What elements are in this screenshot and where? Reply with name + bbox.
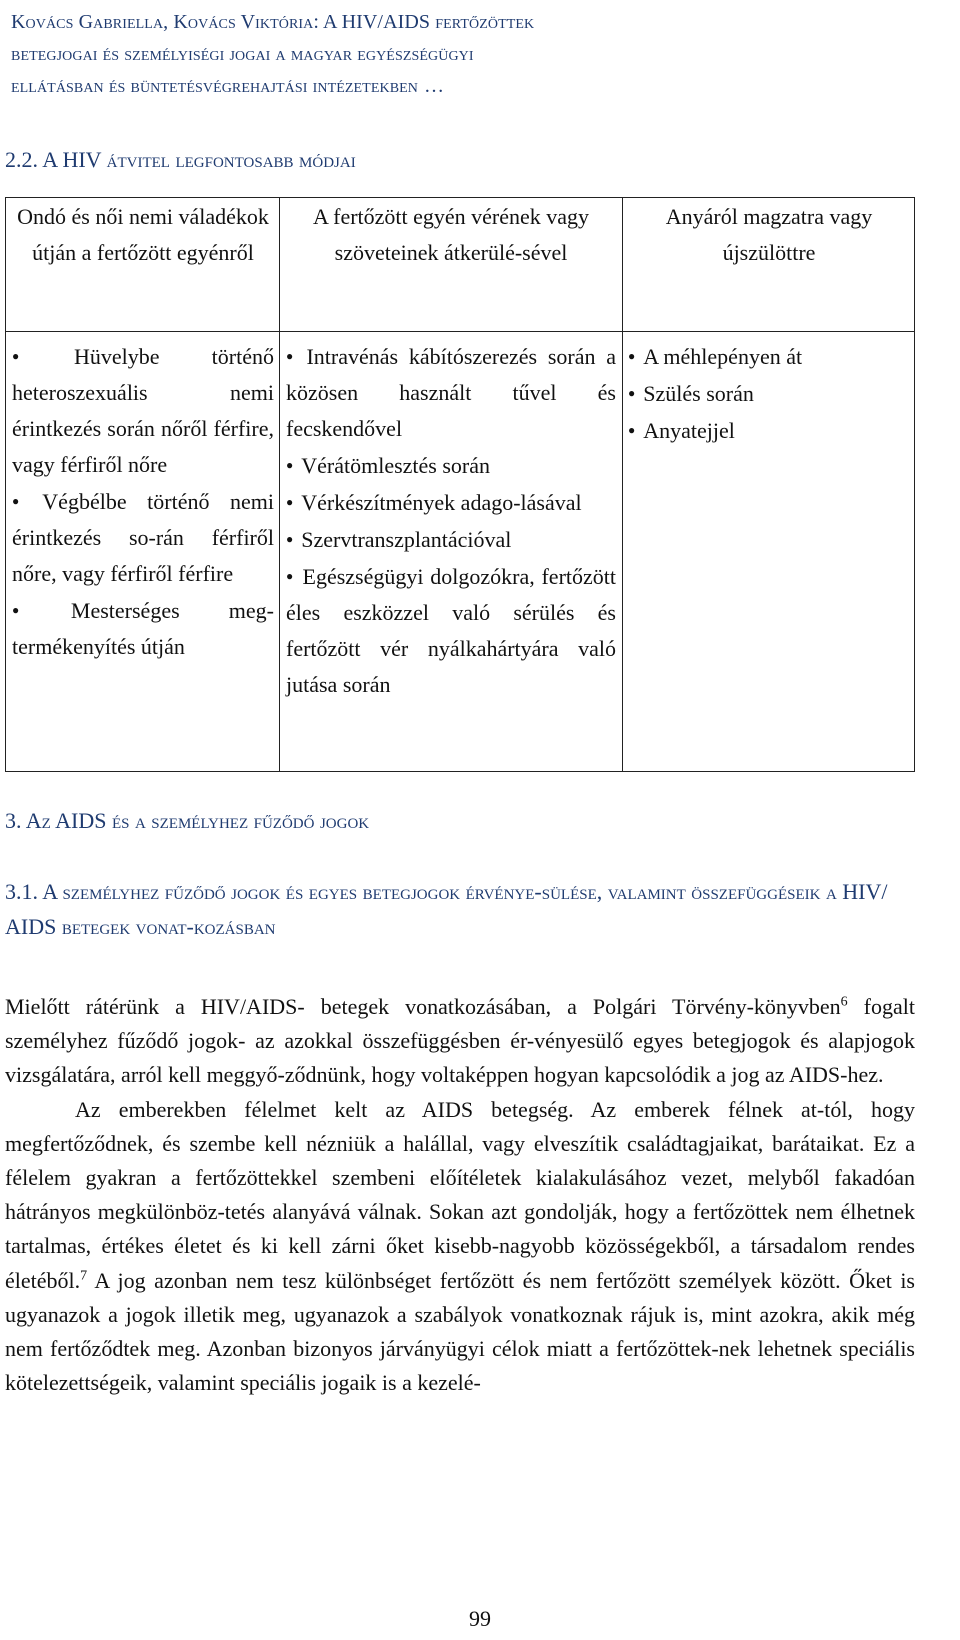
table-column-1-list — [12, 338, 274, 665]
table-column-2-list — [286, 338, 616, 703]
table-column-3-list — [628, 338, 910, 449]
table-header-col-3: Anyáról magzatra vagy újszülöttre — [665, 204, 873, 265]
footnote-ref-6[interactable]: 6 — [840, 994, 848, 1010]
running-header-line-3 — [11, 70, 911, 102]
list-item: ● Anyatejjel — [628, 412, 910, 449]
list-item: ● Mesterséges meg-termékenyítés útján — [12, 592, 274, 665]
section-3-heading: 3. Az AIDS és a személyhez fűződő jogok — [5, 808, 370, 833]
section-3-1-heading: 3.1. A személyhez fűződő jogok és egyes betegjogok érvénye-sülése, valamint összefüggéseik a HIV/ AIDS betegek vonat-kozásban — [5, 879, 888, 939]
list-item: ● Hüvelybe történő heteroszexuális nemi érintkezés során nőről férfire, vagy férfiről nőre — [12, 338, 274, 483]
running-header-line-2: betegjogai és személyiségi jogai a magyar egyészségügyi — [11, 43, 474, 65]
table-header-divider — [6, 331, 914, 332]
running-header-ellipsis: … — [424, 75, 445, 97]
running-header-line-3-text: ellátásban és büntetésvégrehajtási intézetekben — [11, 75, 418, 97]
body-text — [5, 990, 915, 1400]
list-item: ● Végbélbe történő nemi érintkezés so-rán férfiről nőre, vagy férfiről férfire — [12, 483, 274, 592]
list-item: ● Vérátömlesztés során — [286, 447, 616, 484]
list-item: ● A méhlepényen át — [628, 338, 910, 375]
running-header — [11, 6, 911, 102]
list-item: ● Egészségügyi dolgozókra, fertőzött éles eszközzel való sérülés és fertőzött vér nyálkahártyára való jutása során — [286, 558, 616, 703]
table-header-col-1: Ondó és női nemi váladékok útján a fertőzött egyénről — [17, 204, 269, 265]
list-item: ● Intravénás kábítószerezés során a közösen használt tűvel és fecskendővel — [286, 338, 616, 447]
table-column-divider-2 — [622, 198, 623, 771]
page-number: 99 — [469, 1606, 491, 1631]
section-2-2-heading: 2.2. A HIV átvitel legfontosabb módjai — [5, 147, 356, 172]
paragraph-1-part-1: Mielőtt rátérünk a HIV/AIDS- betegek vonatkozásában, a Polgári Törvény-könyvben — [5, 994, 841, 1019]
table-column-divider-1 — [279, 198, 280, 771]
list-item: ● Vérkészítmények adago-lásával — [286, 484, 616, 521]
list-item: ● Szülés során — [628, 375, 910, 412]
paragraph-2 — [5, 1093, 915, 1401]
paragraph-1 — [5, 990, 915, 1093]
running-header-line-1: Kovács Gabriella, Kovács Viktória: A HIV/AIDS fertőzöttek — [11, 11, 535, 33]
list-item: ● Szervtranszplantációval — [286, 521, 616, 558]
hiv-transmission-table — [5, 197, 915, 772]
paragraph-1-part-2: fogalt személyhez fűződő jogok- az azokkal összefüggésben ér-vényesülő egyes betegjogok és alapjogok vizsgálatára, arról kell meggyő-ződnünk, hogy voltaképpen hogyan kapcsolódik a jog az AIDS-hez. — [5, 994, 915, 1088]
paragraph-2-part-1: Az emberekben félelmet kelt az AIDS betegség. Az emberek félnek at-tól, hogy megfertőződnek, és szembe kell nézniük a halállal, vagy elveszítik családtagjaikat, barátaikat. Ez a félelem gyakran a fertőzöttekkel szembeni előítéletek kialakulásához vezet, melyből fakadóan hátrányos megkülönböz-tetés alanyává válnak. Sokan azt gondolják, hogy a fertőzöttek nem élhetnek tartalmas, értékes életet és ki kell zárni őket kisebb-nagyobb közösségekből, a társadalom rendes életéből. — [5, 1096, 915, 1293]
paragraph-2-part-2: A jog azonban nem tesz különbséget fertőzött és nem fertőzött személyek között. Őket is ugyanazok a jogok illetik meg, ugyanazok a szabályok vonatkoznak rájuk is, mint azokra, akik még nem fertőződtek meg. Azonban bizonyos járványügyi célok miatt a fertőzöttek-nek lehetnek speciális kötelezettségeik, valamint speciális jogaik is a kezelé- — [5, 1267, 915, 1396]
table-header-col-2: A fertőzött egyén vérének vagy szöveteinek átkerülé-sével — [312, 204, 590, 265]
footnote-ref-7[interactable]: 7 — [80, 1268, 88, 1284]
